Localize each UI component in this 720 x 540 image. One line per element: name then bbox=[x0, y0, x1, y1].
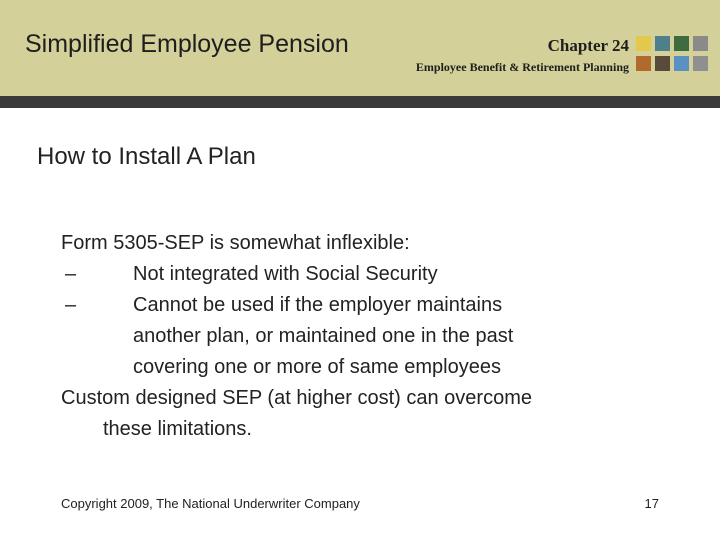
sub-bullet bbox=[61, 290, 681, 321]
decorative-squares bbox=[636, 36, 716, 76]
dash-bullet: – bbox=[65, 263, 77, 285]
square-4 bbox=[693, 36, 708, 51]
dash-bullet: – bbox=[65, 294, 77, 316]
closing-text-continuation: these limitations. bbox=[103, 418, 252, 440]
square-3 bbox=[674, 36, 689, 51]
square-2 bbox=[655, 36, 670, 51]
header-divider bbox=[0, 96, 720, 108]
sub-bullet bbox=[61, 259, 681, 290]
sub-bullet-continuation: another plan, or maintained one in the past bbox=[133, 325, 514, 347]
closing-text: Custom designed SEP (at higher cost) can overcome bbox=[61, 387, 532, 409]
page-number: 17 bbox=[644, 496, 659, 511]
slide-body bbox=[61, 228, 681, 445]
sub-bullet-text: Cannot be used if the employer maintains bbox=[133, 294, 503, 316]
footer-copyright: Copyright 2009, The National Underwriter Company bbox=[61, 496, 360, 511]
header-title: Simplified Employee Pension bbox=[25, 30, 349, 58]
chapter-label: Chapter 24 bbox=[547, 36, 629, 55]
square-1 bbox=[636, 36, 651, 51]
square-7 bbox=[674, 56, 689, 71]
slide-heading: How to Install A Plan bbox=[37, 143, 256, 170]
sub-bullet-text: Not integrated with Social Security bbox=[133, 263, 438, 285]
sub-bullet-continuation: covering one or more of same employees bbox=[133, 356, 501, 378]
square-8 bbox=[693, 56, 708, 71]
book-subtitle: Employee Benefit & Retirement Planning bbox=[415, 60, 629, 74]
square-5 bbox=[636, 56, 651, 71]
intro-text: Form 5305-SEP is somewhat inflexible: bbox=[61, 232, 410, 254]
square-6 bbox=[655, 56, 670, 71]
